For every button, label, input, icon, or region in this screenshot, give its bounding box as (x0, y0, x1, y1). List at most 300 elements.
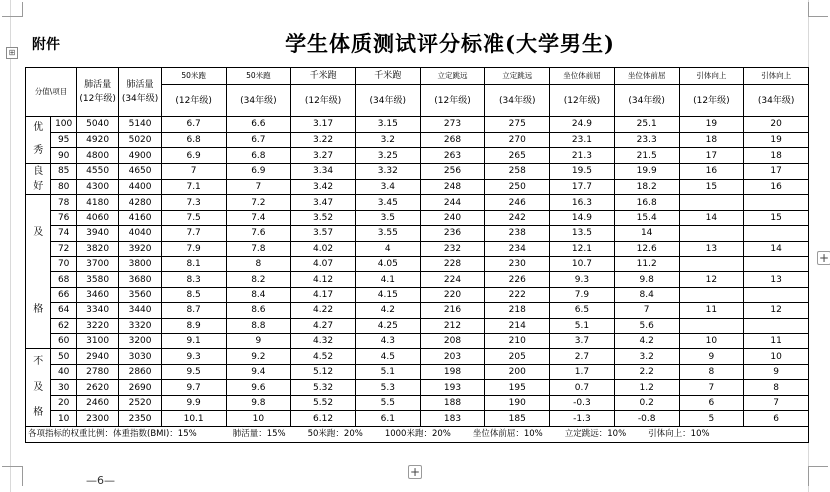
table-cell: 8.3 (161, 272, 226, 287)
weight-footer-lead: 各项指标的权重比例：体重指数(BMI)：15% (28, 429, 197, 440)
table-cell: 198 (420, 364, 485, 380)
table-cell: 218 (485, 303, 550, 318)
table-cell: 4.22 (291, 303, 356, 318)
score-cell: 70 (51, 257, 76, 272)
table-cell: 11 (744, 333, 809, 348)
table-cell: 3.4 (355, 179, 420, 195)
table-cell: 3580 (76, 272, 118, 287)
table-cell: 9.9 (161, 395, 226, 411)
table-cell: 14 (744, 241, 809, 256)
table-cell: 7 (744, 395, 809, 411)
table-cell: 8.2 (226, 272, 291, 287)
corner-header: 分值\项目 (26, 68, 77, 117)
table-cell: 3.2 (355, 132, 420, 148)
table-cell: 193 (420, 380, 485, 396)
table-cell: 24.9 (550, 117, 615, 133)
column-header-name: 坐位体前屈 (614, 68, 679, 85)
table-cell: 3.52 (291, 210, 356, 225)
table-cell (744, 318, 809, 333)
table-cell: 8.5 (161, 287, 226, 302)
column-header-name (119, 68, 161, 117)
table-cell: 17 (679, 148, 744, 164)
table-cell: 5.12 (291, 364, 356, 380)
score-cell: 62 (51, 318, 76, 333)
table-cell: 3.7 (550, 333, 615, 348)
add-column-button[interactable]: + (818, 251, 830, 265)
table-row (26, 395, 809, 411)
score-cell: 76 (51, 210, 76, 225)
table-cell: 9.3 (550, 272, 615, 287)
table-cell: 4.15 (355, 287, 420, 302)
table-cell: 8 (679, 364, 744, 380)
column-header-name: 坐位体前屈 (550, 68, 615, 85)
table-cell: 4.05 (355, 257, 420, 272)
table-cell (744, 226, 809, 241)
table-cell (679, 226, 744, 241)
table-cell: 4.2 (614, 333, 679, 348)
add-row-button[interactable]: + (409, 465, 421, 479)
table-row (26, 380, 809, 396)
table-row (26, 179, 809, 195)
weight-footer-row (26, 426, 809, 442)
table-cell (679, 195, 744, 210)
table-cell: 238 (485, 226, 550, 241)
weight-footer-item: 坐位体前屈：10% (472, 429, 543, 440)
table-cell: 10 (679, 333, 744, 348)
table-cell: 6.7 (226, 132, 291, 148)
table-cell: 4.5 (355, 349, 420, 365)
grade-label-cell (26, 163, 51, 195)
table-cell: 3.55 (355, 226, 420, 241)
table-cell: 9.5 (161, 364, 226, 380)
table-cell: 236 (420, 226, 485, 241)
table-cell: 15 (744, 210, 809, 225)
score-cell: 20 (51, 395, 76, 411)
table-cell: 3460 (76, 287, 118, 302)
score-cell: 72 (51, 241, 76, 256)
table-cell: 3.32 (355, 163, 420, 179)
table-cell: 3940 (76, 226, 118, 241)
table-row (26, 349, 809, 365)
table-cell: 7.6 (226, 226, 291, 241)
table-cell: 1.7 (550, 364, 615, 380)
table-cell: 2.2 (614, 364, 679, 380)
table-cell: 4.07 (291, 257, 356, 272)
table-cell: 10.7 (550, 257, 615, 272)
table-cell: 246 (485, 195, 550, 210)
table-cell: 15 (679, 179, 744, 195)
table-cell: 2780 (76, 364, 118, 380)
table-cell: 12.1 (550, 241, 615, 256)
table-cell: 5.1 (550, 318, 615, 333)
table-cell: 14 (679, 210, 744, 225)
table-cell (679, 318, 744, 333)
column-header-name: 立定跳远 (485, 68, 550, 85)
document-title: 学生体质测试评分标准(大学男生) (285, 31, 615, 56)
page-left-edge (10, 0, 11, 492)
table-cell: 9 (744, 364, 809, 380)
table-cell: 240 (420, 210, 485, 225)
table-cell: 232 (420, 241, 485, 256)
table-cell: 17 (744, 163, 809, 179)
table-row (26, 241, 809, 256)
score-cell: 85 (51, 163, 76, 179)
column-header-name: 立定跳远 (420, 68, 485, 85)
table-cell: 5.5 (355, 395, 420, 411)
table-cell: 4 (355, 241, 420, 256)
score-cell: 10 (51, 411, 76, 427)
column-header-name: 千米跑 (291, 68, 356, 85)
column-header-grade: (34年级) (226, 85, 291, 117)
weight-footer-item: 50米跑：20% (307, 429, 363, 440)
table-cell (744, 257, 809, 272)
grade-char: 好 (33, 181, 44, 193)
table-cell: 7 (161, 163, 226, 179)
table-cell: 226 (485, 272, 550, 287)
table-cell: 3.25 (355, 148, 420, 164)
weight-footer-item: 引体向上：10% (648, 429, 710, 440)
score-cell: 90 (51, 148, 76, 164)
table-cell: 265 (485, 148, 550, 164)
table-cell: 11.2 (614, 257, 679, 272)
table-cell: 5.6 (614, 318, 679, 333)
table-cell: 5140 (119, 117, 161, 133)
table-cell: 3340 (76, 303, 118, 318)
table-cell: 5.1 (355, 364, 420, 380)
table-cell: 13.5 (550, 226, 615, 241)
table-cell: 230 (485, 257, 550, 272)
table-cell (679, 287, 744, 302)
table-cell: 4920 (76, 132, 118, 148)
table-cell: 5020 (119, 132, 161, 148)
table-cell: 220 (420, 287, 485, 302)
table-cell: 7.2 (226, 195, 291, 210)
crop-mark-top-right-v (808, 2, 809, 17)
table-cell: 4180 (76, 195, 118, 210)
table-cell: 6.7 (161, 117, 226, 133)
table-row (26, 195, 809, 210)
table-cell: 3800 (119, 257, 161, 272)
table-cell: 10 (226, 411, 291, 427)
table-cell: 4.27 (291, 318, 356, 333)
table-row (26, 318, 809, 333)
table-cell: 6.6 (226, 117, 291, 133)
table-cell: 5.3 (355, 380, 420, 396)
table-cell: 15.4 (614, 210, 679, 225)
table-cell: 12 (744, 303, 809, 318)
table-cell: 185 (485, 411, 550, 427)
table-cell: 205 (485, 349, 550, 365)
table-cell: 2460 (76, 395, 118, 411)
table-cell (744, 287, 809, 302)
crop-mark-bottom-left-h (2, 466, 22, 467)
table-cell: 16.3 (550, 195, 615, 210)
table-cell: 3.42 (291, 179, 356, 195)
table-cell: 195 (485, 380, 550, 396)
table-move-handle-icon[interactable]: ⊞ (6, 47, 18, 59)
table-cell: 3.2 (614, 349, 679, 365)
table-row (26, 411, 809, 427)
table-cell: 4.02 (291, 241, 356, 256)
table-cell: 16 (744, 179, 809, 195)
table-cell: 2620 (76, 380, 118, 396)
table-cell: 6.5 (550, 303, 615, 318)
table-cell: 10 (744, 349, 809, 365)
table-cell: 9.8 (226, 395, 291, 411)
grade-label-cell (26, 349, 51, 427)
table-cell: 3.27 (291, 148, 356, 164)
column-header-grade: (12年级) (79, 94, 116, 104)
table-cell: 3440 (119, 303, 161, 318)
table-cell: -0.3 (550, 395, 615, 411)
table-cell: 270 (485, 132, 550, 148)
table-cell: 212 (420, 318, 485, 333)
column-header-name: 千米跑 (355, 68, 420, 85)
table-cell: 214 (485, 318, 550, 333)
table-cell: 7.3 (161, 195, 226, 210)
table-cell: 4900 (119, 148, 161, 164)
table-cell: 6 (744, 411, 809, 427)
table-cell: 3220 (76, 318, 118, 333)
score-cell: 60 (51, 333, 76, 348)
table-cell: 18 (679, 132, 744, 148)
table-cell: 210 (485, 333, 550, 348)
table-cell: 18 (744, 148, 809, 164)
weight-footer-item: 1000米跑：20% (384, 429, 451, 440)
table-row (26, 210, 809, 225)
table-row (26, 117, 809, 133)
score-cell: 74 (51, 226, 76, 241)
table-cell: 14 (614, 226, 679, 241)
table-cell: 224 (420, 272, 485, 287)
table-cell: 4.17 (291, 287, 356, 302)
table-cell: 4.1 (355, 272, 420, 287)
table-cell: 7.8 (226, 241, 291, 256)
table-cell: 6.1 (355, 411, 420, 427)
table-row (26, 148, 809, 164)
table-cell: 8.9 (161, 318, 226, 333)
table-cell: 4.12 (291, 272, 356, 287)
table-cell: 9.8 (614, 272, 679, 287)
weight-footer (26, 426, 809, 442)
table-cell: 19.9 (614, 163, 679, 179)
table-cell: 21.5 (614, 148, 679, 164)
crop-mark-bottom-left-v (22, 466, 23, 486)
table-cell: 3.47 (291, 195, 356, 210)
table-cell: 12.6 (614, 241, 679, 256)
crop-mark-top-left-h (2, 16, 22, 17)
table-cell: 3560 (119, 287, 161, 302)
table-cell: 3.15 (355, 117, 420, 133)
column-header-grade: (34年级) (121, 94, 159, 104)
score-cell: 30 (51, 380, 76, 396)
table-cell: 183 (420, 411, 485, 427)
table-cell: 8 (226, 257, 291, 272)
table-cell: 7 (614, 303, 679, 318)
table-cell: 275 (485, 117, 550, 133)
table-cell: 1.2 (614, 380, 679, 396)
table-cell: 4400 (119, 179, 161, 195)
table-cell: 8.8 (226, 318, 291, 333)
header-row-top (26, 68, 809, 85)
grade-char: 格 (33, 303, 44, 315)
table-cell: 6.9 (226, 163, 291, 179)
table-cell: 19 (679, 117, 744, 133)
column-header-grade: (34年级) (744, 85, 809, 117)
table-cell: 4.52 (291, 349, 356, 365)
table-cell: 0.2 (614, 395, 679, 411)
table-cell: 17.7 (550, 179, 615, 195)
table-cell: 6.8 (161, 132, 226, 148)
table-cell: 4040 (119, 226, 161, 241)
table-cell: 8.7 (161, 303, 226, 318)
table-cell: 3920 (119, 241, 161, 256)
column-header-grade: (34年级) (485, 85, 550, 117)
table-cell: 9.7 (161, 380, 226, 396)
table-cell: 5040 (76, 117, 118, 133)
table-cell: 9 (679, 349, 744, 365)
table-cell: 3.34 (291, 163, 356, 179)
score-cell: 80 (51, 179, 76, 195)
table-cell: 3.5 (355, 210, 420, 225)
table-row (26, 333, 809, 348)
column-header-grade: (34年级) (614, 85, 679, 117)
grade-label-cell (26, 195, 51, 349)
crop-mark-top-right-h (808, 16, 828, 17)
table-cell: 3700 (76, 257, 118, 272)
table-cell: 3.17 (291, 117, 356, 133)
column-header-name: 肺活量 (126, 80, 154, 90)
table-cell: 200 (485, 364, 550, 380)
table-row (26, 364, 809, 380)
table-cell: 4650 (119, 163, 161, 179)
table-cell (679, 257, 744, 272)
table-cell: 7.1 (161, 179, 226, 195)
score-cell: 66 (51, 287, 76, 302)
weight-footer-item: 肺活量：15% (232, 429, 286, 440)
table-cell: 7 (226, 179, 291, 195)
table-cell: 273 (420, 117, 485, 133)
table-cell: 23.1 (550, 132, 615, 148)
score-cell: 95 (51, 132, 76, 148)
table-cell: 5 (679, 411, 744, 427)
table-cell: 8.1 (161, 257, 226, 272)
table-cell: 0.7 (550, 380, 615, 396)
table-cell: 228 (420, 257, 485, 272)
table-cell: 2300 (76, 411, 118, 427)
grade-char: 优 (33, 122, 44, 133)
table-cell (744, 195, 809, 210)
table-cell: 188 (420, 395, 485, 411)
table-cell: 9.2 (226, 349, 291, 365)
table-cell: 248 (420, 179, 485, 195)
table-cell: 234 (485, 241, 550, 256)
table-cell: 7.9 (550, 287, 615, 302)
table-cell: 4550 (76, 163, 118, 179)
table-cell: 7 (679, 380, 744, 396)
table-cell: 5.32 (291, 380, 356, 396)
table-cell: 9.4 (226, 364, 291, 380)
table-cell: 244 (420, 195, 485, 210)
grade-label-cell (26, 117, 51, 164)
table-cell: 8.4 (226, 287, 291, 302)
table-cell: 7.5 (161, 210, 226, 225)
table-row (26, 163, 809, 179)
table-cell: -0.8 (614, 411, 679, 427)
score-cell: 40 (51, 364, 76, 380)
table-cell: 6 (679, 395, 744, 411)
crop-mark-top-left-v (22, 2, 23, 17)
grade-char: 秀 (33, 144, 44, 156)
table-cell: 3030 (119, 349, 161, 365)
score-cell: 100 (51, 117, 76, 133)
score-cell: 64 (51, 303, 76, 318)
column-header-name (76, 68, 118, 117)
table-cell: 3100 (76, 333, 118, 348)
table-cell: 18.2 (614, 179, 679, 195)
score-cell: 78 (51, 195, 76, 210)
table-cell: 4800 (76, 148, 118, 164)
table-cell: 9.1 (161, 333, 226, 348)
table-cell: 242 (485, 210, 550, 225)
table-cell: 7.9 (161, 241, 226, 256)
table-cell: 2520 (119, 395, 161, 411)
grade-char: 良 (33, 165, 44, 177)
column-header-grade: (12年级) (679, 85, 744, 117)
table-cell: 4.25 (355, 318, 420, 333)
table-cell: 16 (679, 163, 744, 179)
table-cell: 2350 (119, 411, 161, 427)
table-cell: 19.5 (550, 163, 615, 179)
scoring-table (25, 67, 809, 443)
grade-char: 及 (33, 227, 44, 239)
page-number: —6— (86, 474, 115, 487)
column-header-grade: (12年级) (291, 85, 356, 117)
table-cell: 13 (679, 241, 744, 256)
grade-char: 格 (33, 407, 44, 419)
score-cell: 50 (51, 349, 76, 365)
column-header-grade: (12年级) (161, 85, 226, 117)
table-cell: 16.8 (614, 195, 679, 210)
table-cell: 19 (744, 132, 809, 148)
table-cell: 14.9 (550, 210, 615, 225)
weight-footer-item: 立定跳远：10% (564, 429, 627, 440)
table-cell: 190 (485, 395, 550, 411)
table-cell: 23.3 (614, 132, 679, 148)
table-cell: 9 (226, 333, 291, 348)
table-cell: 203 (420, 349, 485, 365)
table-cell: 8.6 (226, 303, 291, 318)
attachment-label: 附件 (32, 37, 60, 53)
crop-mark-bottom-right-h (808, 466, 828, 467)
table-cell: 4160 (119, 210, 161, 225)
table-cell: 7.4 (226, 210, 291, 225)
table-cell: 25.1 (614, 117, 679, 133)
table-cell: 263 (420, 148, 485, 164)
table-cell: 208 (420, 333, 485, 348)
column-header-grade: (12年级) (420, 85, 485, 117)
table-cell: 2.7 (550, 349, 615, 365)
table-cell: 4300 (76, 179, 118, 195)
column-header-grade: (34年级) (355, 85, 420, 117)
table-cell: 4.2 (355, 303, 420, 318)
table-row (26, 132, 809, 148)
table-cell: 2940 (76, 349, 118, 365)
table-cell: 21.3 (550, 148, 615, 164)
table-cell: 20 (744, 117, 809, 133)
table-cell: 3680 (119, 272, 161, 287)
table-row (26, 303, 809, 318)
